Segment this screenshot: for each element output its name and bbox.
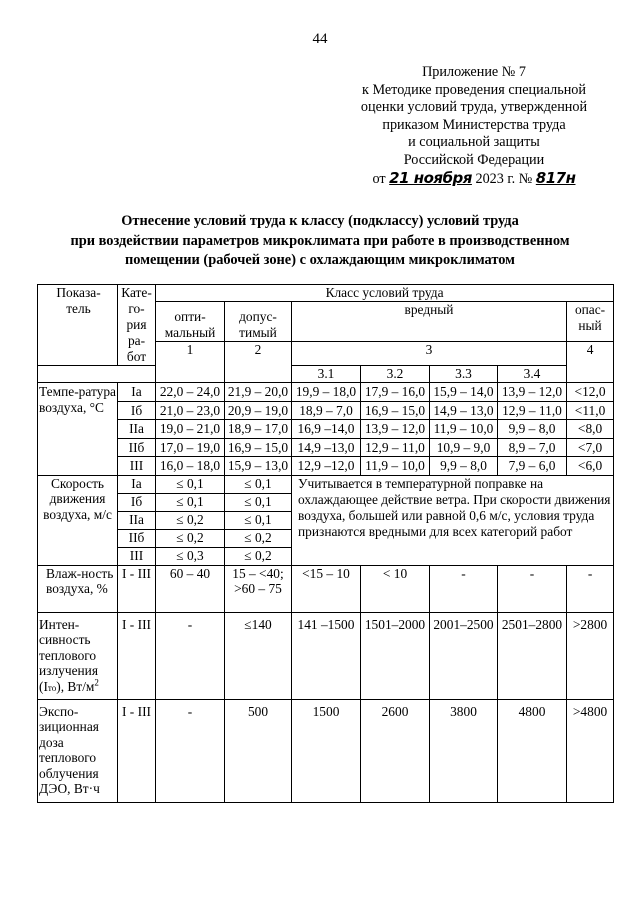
table-cell: IIб: [118, 438, 156, 457]
header-optimal: опти-мальный: [156, 302, 225, 342]
table-cell: 3800: [430, 699, 498, 802]
table-row: [38, 475, 614, 493]
header-row: [38, 285, 614, 302]
table-cell: Ia: [118, 475, 156, 493]
table-cell: 13,9 – 12,0: [361, 420, 430, 439]
radiation-label-superscript: 2: [94, 677, 99, 688]
header-category: Кате-го-рия ра-бот: [118, 285, 156, 366]
title-line: при воздействии параметров микроклимата при работе в производственном: [70, 232, 570, 249]
radiation-label-main: Интен-сивность теплового излучения (I: [39, 616, 99, 694]
year-text: 2023 г. №: [475, 170, 533, 187]
appendix-header: [338, 64, 610, 188]
table-row: [38, 457, 614, 476]
air-speed-note: Учитывается в температурной поправке на охлаждающее действие ветра. При скорости движения воздуха, большей или равной 0,6 м/с, условия труда признаются вредными для всех категорий работ: [292, 475, 614, 565]
table-cell: 18,9 – 17,0: [225, 420, 292, 439]
table-cell: 12,9 – 11,0: [361, 438, 430, 457]
table-cell: 12,9 –12,0: [292, 457, 361, 476]
header-harmful: вредный: [292, 302, 567, 342]
table-cell: 16,9 – 15,0: [225, 438, 292, 457]
table-cell: 10,9 – 9,0: [430, 438, 498, 457]
appendix-line: к Методике проведения специальной: [362, 81, 586, 98]
table-cell: 19,9 – 18,0: [292, 383, 361, 402]
table-row: [38, 420, 614, 439]
document-title: [40, 212, 600, 271]
row-label-radiation: [38, 612, 118, 699]
table-cell: ≤140: [225, 612, 292, 699]
table-cell: ≤ 0,2: [156, 511, 225, 529]
table-cell: III: [118, 457, 156, 476]
table-cell: <11,0: [567, 401, 614, 420]
radiation-label-subscript: то: [47, 682, 57, 693]
header-subclass: 3.2: [361, 366, 430, 383]
table-cell: ≤ 0,2: [225, 547, 292, 565]
header-dangerous: опас-ный: [567, 302, 614, 342]
page-number: 44: [312, 31, 328, 47]
table-cell: ≤ 0,1: [225, 493, 292, 511]
table-cell: 15,9 – 14,0: [430, 383, 498, 402]
table-cell: 11,9 – 10,0: [361, 457, 430, 476]
table-cell: 8,9 – 7,0: [498, 438, 567, 457]
table-cell: IIб: [118, 529, 156, 547]
table-cell: 18,9 – 7,0: [292, 401, 361, 420]
table-cell: -: [156, 699, 225, 802]
header-subclass: 3.1: [292, 366, 361, 383]
table-row: [38, 699, 614, 802]
order-date-line: [338, 170, 610, 189]
table-cell: 17,9 – 16,0: [361, 383, 430, 402]
appendix-line: приказом Министерства труда: [382, 116, 566, 133]
table-cell: 16,9 – 15,0: [361, 401, 430, 420]
table-cell: 12,9 – 11,0: [498, 401, 567, 420]
table-cell: 19,0 – 21,0: [156, 420, 225, 439]
table-cell: IIa: [118, 511, 156, 529]
table-cell: 16,9 –14,0: [292, 420, 361, 439]
table-row: [38, 401, 614, 420]
table-cell: ≤ 0,1: [156, 493, 225, 511]
row-label-exposure-dose: Экспо-зиционная доза теплового облучения ДЭО, Вт·ч: [38, 699, 118, 802]
date-prefix: от: [372, 170, 386, 187]
table-cell: < 10: [361, 565, 430, 612]
appendix-line: Российской Федерации: [403, 151, 545, 168]
header-class-group: Класс условий труда: [156, 285, 614, 302]
table-cell: <12,0: [567, 383, 614, 402]
table-cell: 500: [225, 699, 292, 802]
table-cell: ≤ 0,2: [225, 529, 292, 547]
table-cell: ≤ 0,2: [156, 529, 225, 547]
table-cell: <15 – 10: [292, 565, 361, 612]
header-class-number: 3: [292, 342, 567, 366]
table-cell: ≤ 0,1: [225, 475, 292, 493]
table-cell: 4800: [498, 699, 567, 802]
table-cell: 21,9 – 20,0: [225, 383, 292, 402]
table-cell: >4800: [567, 699, 614, 802]
table-cell: 1501–2000: [361, 612, 430, 699]
row-label-temperature: Темпе-ратура воздуха, °C: [38, 383, 118, 476]
handwritten-date: 21 ноября: [389, 168, 472, 187]
table-cell: 14,9 – 13,0: [430, 401, 498, 420]
appendix-line: Приложение № 7: [422, 64, 526, 80]
table-cell: 20,9 – 19,0: [225, 401, 292, 420]
header-class-number: 1: [156, 342, 225, 383]
table-cell: >2800: [567, 612, 614, 699]
table-cell: 16,0 – 18,0: [156, 457, 225, 476]
header-blank: [38, 366, 156, 383]
row-label-humidity: Влаж-ность воздуха, %: [38, 565, 118, 612]
table-cell: IIa: [118, 420, 156, 439]
table-row: [38, 383, 614, 402]
table-cell: 14,9 –13,0: [292, 438, 361, 457]
table-row: [38, 612, 614, 699]
table-cell: 15,9 – 13,0: [225, 457, 292, 476]
appendix-line: оценки условий труда, утвержденной: [360, 99, 588, 116]
table-cell: 9,9 – 8,0: [498, 420, 567, 439]
table-cell: 2501–2800: [498, 612, 567, 699]
table-cell: III: [118, 547, 156, 565]
table-cell: ≤ 0,3: [156, 547, 225, 565]
table-row: [38, 565, 614, 612]
header-class-number: 4: [567, 342, 614, 383]
header-indicator: Показа-тель: [38, 285, 118, 366]
header-row: [38, 366, 614, 383]
table-cell: I - III: [118, 699, 156, 802]
table-cell: 7,9 – 6,0: [498, 457, 567, 476]
table-cell: <8,0: [567, 420, 614, 439]
table-cell: 2001–2500: [430, 612, 498, 699]
table-cell: 11,9 – 10,0: [430, 420, 498, 439]
header-class-number: 2: [225, 342, 292, 383]
appendix-line: и социальной защиты: [408, 134, 540, 151]
table-cell: 2600: [361, 699, 430, 802]
table-cell: ≤ 0,1: [156, 475, 225, 493]
header-permissible: допус-тимый: [225, 302, 292, 342]
table-cell: -: [156, 612, 225, 699]
table-cell: 1500: [292, 699, 361, 802]
table-cell: Iб: [118, 493, 156, 511]
table-cell: -: [567, 565, 614, 612]
table-cell: 13,9 – 12,0: [498, 383, 567, 402]
table-cell: I - III: [118, 612, 156, 699]
table-cell: Ia: [118, 383, 156, 402]
table-cell: <7,0: [567, 438, 614, 457]
row-label-air-speed: Скорость движения воздуха, м/с: [38, 475, 118, 565]
header-subclass: 3.3: [430, 366, 498, 383]
table-cell: 17,0 – 19,0: [156, 438, 225, 457]
table-cell: <6,0: [567, 457, 614, 476]
table-row: [38, 438, 614, 457]
table-cell: ≤ 0,1: [225, 511, 292, 529]
table-cell: -: [498, 565, 567, 612]
radiation-label-tail: ), Вт/м: [56, 678, 95, 694]
table-cell: -: [430, 565, 498, 612]
table-cell: 60 – 40: [156, 565, 225, 612]
handwritten-number: 817н: [535, 168, 576, 187]
microclimate-table: [37, 284, 614, 803]
table-cell: I - III: [118, 565, 156, 612]
table-cell: 22,0 – 24,0: [156, 383, 225, 402]
title-line: помещении (рабочей зоне) с охлаждающим микроклиматом: [125, 252, 515, 268]
table-cell: 141 –1500: [292, 612, 361, 699]
header-subclass: 3.4: [498, 366, 567, 383]
title-line: Отнесение условий труда к классу (подклассу) условий труда: [121, 213, 519, 229]
table-cell: 15 – <40; >60 – 75: [225, 565, 292, 612]
table-cell: 9,9 – 8,0: [430, 457, 498, 476]
table-cell: Iб: [118, 401, 156, 420]
table-cell: 21,0 – 23,0: [156, 401, 225, 420]
